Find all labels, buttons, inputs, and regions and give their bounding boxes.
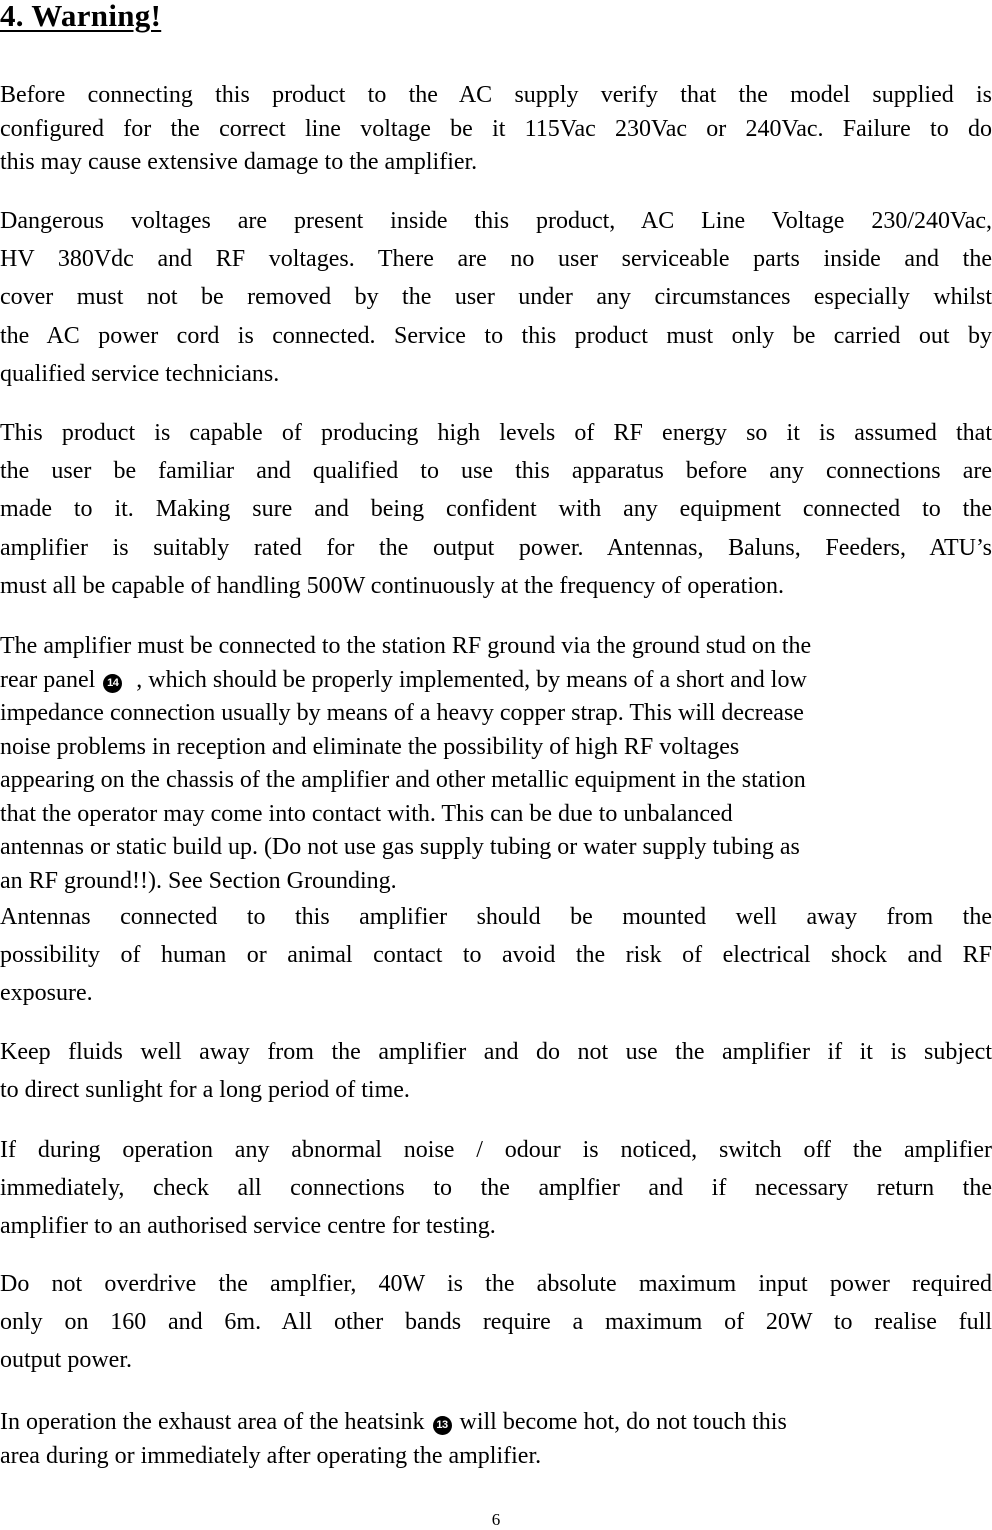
text-line: noise problems in reception and eliminate the possibility of high RF voltages [0,733,740,760]
text-line: amplifier to an authorised service centre for testing. [0,1213,496,1240]
paragraph-ac-supply [0,79,992,180]
text-line: If during operation any abnormal noise / odour is noticed, switch off the amplifier [0,1137,992,1163]
paragraph-heatsink [0,1406,992,1473]
text-segment: In operation the exhaust area of the heatsink [0,1409,425,1435]
text-line-with-marker [0,1406,992,1440]
paragraph-rf-energy [0,414,992,605]
paragraph-antennas [0,898,992,1013]
heatsink-number-13-icon: 13 [433,1416,452,1435]
text-line: Before connecting this product to the AC supply verify that the model supplied is [0,82,992,108]
text-line: output power. [0,1347,132,1374]
paragraph-abnormal-noise [0,1131,992,1246]
text-segment: rear panel [0,666,96,693]
text-line: HV 380Vdc and RF voltages. There are no user serviceable parts inside and the [0,246,992,273]
page-number: 6 [491,1510,501,1529]
text-line: the AC power cord is connected. Service to this product must only be carried out by [0,322,992,349]
text-line-with-marker [0,664,992,698]
text-line: The amplifier must be connected to the station RF ground via the ground stud on the [0,633,812,659]
text-line: this may cause extensive damage to the amplifier. [0,149,478,175]
text-line: Keep fluids well away from the amplifier and do not use the amplifier if it is subject [0,1039,992,1065]
text-line: to direct sunlight for a long period of time. [0,1077,410,1104]
text-line: appearing on the chassis of the amplifier and other metallic equipment in the station [0,767,806,793]
text-line: area during or immediately after operating the amplifier. [0,1442,542,1469]
text-line: configured for the correct line voltage be it 115Vac 230Vac or 240Vac. Failure to do [0,115,992,142]
paragraph-grounding [0,630,992,898]
text-line: immediately, check all connections to the amplfier and if necessary return the [0,1175,992,1202]
text-line: Antennas connected to this amplifier should be mounted well away from the [0,904,992,930]
text-line: This product is capable of producing high levels of RF energy so it is assumed that [0,420,992,446]
section-heading: 4. Warning! [0,0,162,33]
text-line: made to it. Making sure and being confident with any equipment connected to the [0,496,992,523]
text-line: the user be familiar and qualified to use this apparatus before any connections are [0,458,992,485]
paragraph-dangerous-voltages [0,202,992,393]
text-line: impedance connection usually by means of a heavy copper strap. This will decrease [0,700,804,726]
text-segment: , which should be properly implemented, by means of a short and low [136,666,807,693]
text-line: Dangerous voltages are present inside this product, AC Line Voltage 230/240Vac, [0,208,992,234]
text-line: exposure. [0,980,93,1007]
text-line: cover must not be removed by the user under any circumstances especially whilst [0,284,992,311]
text-line: amplifier is suitably rated for the output power. Antennas, Baluns, Feeders, ATU’s [0,534,992,561]
text-line: an RF ground!!). See Section Grounding. [0,867,397,894]
text-line: only on 160 and 6m. All other bands require a maximum of 20W to realise full [0,1309,992,1336]
text-line: that the operator may come into contact with. This can be due to unbalanced [0,800,733,827]
text-line: qualified service technicians. [0,360,280,387]
text-line: antennas or static build up. (Do not use gas supply tubing or water supply tubing as [0,834,800,860]
paragraph-overdrive [0,1265,992,1380]
text-line: must all be capable of handling 500W continuously at the frequency of operation. [0,572,784,599]
text-line: Do not overdrive the amplfier, 40W is the absolute maximum input power required [0,1271,992,1297]
text-line: possibility of human or animal contact to avoid the risk of electrical shock and RF [0,942,992,969]
paragraph-fluids [0,1033,992,1109]
text-segment: will become hot, do not touch this [459,1409,787,1435]
ground-stud-number-14-icon: 14 [103,674,122,693]
